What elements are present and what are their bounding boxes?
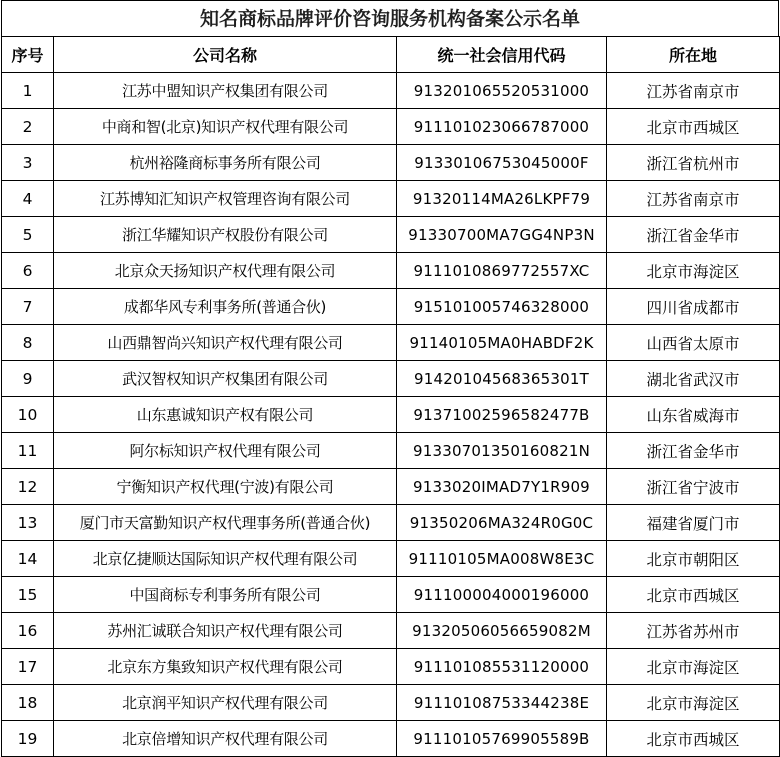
row-number: 13 — [2, 505, 54, 541]
table-row — [2, 613, 780, 649]
table-row — [2, 181, 780, 217]
location: 江苏省苏州市 — [607, 613, 780, 649]
row-number: 4 — [2, 181, 54, 217]
header-company-name: 公司名称 — [54, 37, 397, 73]
row-number: 1 — [2, 73, 54, 109]
row-number: 19 — [2, 721, 54, 757]
row-number: 3 — [2, 145, 54, 181]
row-number: 7 — [2, 289, 54, 325]
location: 北京市海淀区 — [607, 253, 780, 289]
row-number: 5 — [2, 217, 54, 253]
company-name: 宁衡知识产权代理(宁波)有限公司 — [54, 469, 397, 505]
row-number: 11 — [2, 433, 54, 469]
company-name: 成都华风专利事务所(普通合伙) — [54, 289, 397, 325]
table-row — [2, 217, 780, 253]
table-row — [2, 469, 780, 505]
location: 北京市海淀区 — [607, 649, 780, 685]
location: 北京市朝阳区 — [607, 541, 780, 577]
location: 四川省成都市 — [607, 289, 780, 325]
row-number: 2 — [2, 109, 54, 145]
table-row — [2, 73, 780, 109]
table-row — [2, 577, 780, 613]
credit-code: 91330106753045000F — [397, 145, 607, 181]
header-no: 序号 — [2, 37, 54, 73]
credit-code: 91110105MA008W8E3C — [397, 541, 607, 577]
table-row — [2, 685, 780, 721]
location: 北京市海淀区 — [607, 685, 780, 721]
company-name: 北京亿捷顺达国际知识产权代理有限公司 — [54, 541, 397, 577]
company-name: 中商和智(北京)知识产权代理有限公司 — [54, 109, 397, 145]
sheet-title: 知名商标品牌评价咨询服务机构备案公示名单 — [1, 0, 779, 36]
company-name: 厦门市天富勤知识产权代理事务所(普通合伙) — [54, 505, 397, 541]
row-number: 9 — [2, 361, 54, 397]
location: 浙江省宁波市 — [607, 469, 780, 505]
table-row — [2, 145, 780, 181]
company-name: 北京润平知识产权代理有限公司 — [54, 685, 397, 721]
row-number: 17 — [2, 649, 54, 685]
credit-code: 913201065520531000 — [397, 73, 607, 109]
credit-code: 911101085531120000 — [397, 649, 607, 685]
credit-code: 91330700MA7GG4NP3N — [397, 217, 607, 253]
location: 浙江省金华市 — [607, 217, 780, 253]
company-name: 山西鼎智尚兴知识产权代理有限公司 — [54, 325, 397, 361]
row-number: 8 — [2, 325, 54, 361]
credit-code: 91330701350160821N — [397, 433, 607, 469]
table-row — [2, 397, 780, 433]
location: 北京市西城区 — [607, 721, 780, 757]
credit-code: 91320506056659082M — [397, 613, 607, 649]
company-name: 山东惠诚知识产权有限公司 — [54, 397, 397, 433]
table-row — [2, 649, 780, 685]
credit-code: 9133020IMAD7Y1R909 — [397, 469, 607, 505]
credit-code: 9111010869772557XC — [397, 253, 607, 289]
credit-code: 911100004000196000 — [397, 577, 607, 613]
company-name: 中国商标专利事务所有限公司 — [54, 577, 397, 613]
location: 浙江省金华市 — [607, 433, 780, 469]
company-name: 北京众天扬知识产权代理有限公司 — [54, 253, 397, 289]
table-row — [2, 361, 780, 397]
table-row — [2, 325, 780, 361]
credit-code: 91320114MA26LKPF79 — [397, 181, 607, 217]
location: 北京市西城区 — [607, 577, 780, 613]
row-number: 18 — [2, 685, 54, 721]
header-credit-code: 统一社会信用代码 — [397, 37, 607, 73]
credit-code: 91350206MA324R0G0C — [397, 505, 607, 541]
company-name: 杭州裕隆商标事务所有限公司 — [54, 145, 397, 181]
table-row — [2, 433, 780, 469]
credit-code: 915101005746328000 — [397, 289, 607, 325]
company-name: 北京倍增知识产权代理有限公司 — [54, 721, 397, 757]
row-number: 10 — [2, 397, 54, 433]
table-row — [2, 721, 780, 757]
location: 北京市西城区 — [607, 109, 780, 145]
table-row — [2, 109, 780, 145]
row-number: 15 — [2, 577, 54, 613]
registry-table — [1, 36, 780, 757]
credit-code: 91110108753344238E — [397, 685, 607, 721]
company-name: 武汉智权知识产权集团有限公司 — [54, 361, 397, 397]
location: 山西省太原市 — [607, 325, 780, 361]
credit-code: 91110105769905589B — [397, 721, 607, 757]
credit-code: 91420104568365301T — [397, 361, 607, 397]
location: 湖北省武汉市 — [607, 361, 780, 397]
row-number: 14 — [2, 541, 54, 577]
location: 江苏省南京市 — [607, 73, 780, 109]
header-location: 所在地 — [607, 37, 780, 73]
header-row — [2, 37, 780, 73]
location: 山东省威海市 — [607, 397, 780, 433]
company-name: 苏州汇诚联合知识产权代理有限公司 — [54, 613, 397, 649]
table-row — [2, 505, 780, 541]
credit-code: 911101023066787000 — [397, 109, 607, 145]
location: 浙江省杭州市 — [607, 145, 780, 181]
row-number: 16 — [2, 613, 54, 649]
table-row — [2, 289, 780, 325]
company-name: 江苏博知汇知识产权管理咨询有限公司 — [54, 181, 397, 217]
registry-sheet — [1, 0, 779, 757]
location: 江苏省南京市 — [607, 181, 780, 217]
credit-code: 91371002596582477B — [397, 397, 607, 433]
company-name: 北京东方集致知识产权代理有限公司 — [54, 649, 397, 685]
table-row — [2, 253, 780, 289]
company-name: 阿尔标知识产权代理有限公司 — [54, 433, 397, 469]
company-name: 江苏中盟知识产权集团有限公司 — [54, 73, 397, 109]
credit-code: 91140105MA0HABDF2K — [397, 325, 607, 361]
company-name: 浙江华耀知识产权股份有限公司 — [54, 217, 397, 253]
table-row — [2, 541, 780, 577]
location: 福建省厦门市 — [607, 505, 780, 541]
row-number: 6 — [2, 253, 54, 289]
row-number: 12 — [2, 469, 54, 505]
